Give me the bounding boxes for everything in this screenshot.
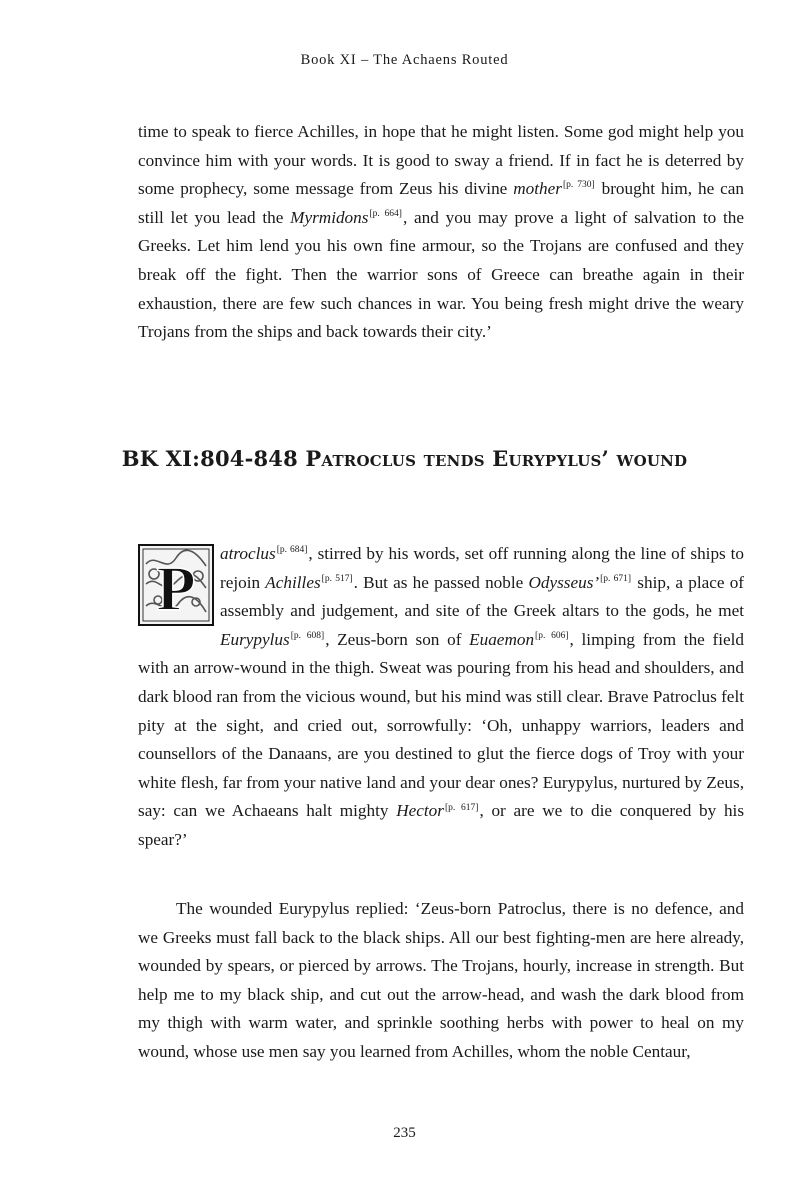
term-euaemon[interactable]: Euaemon	[469, 629, 535, 649]
page-ref-euaemon[interactable]: [p. 606]	[535, 631, 569, 642]
paragraph-continued	[138, 118, 744, 347]
page-number: 235	[393, 1125, 416, 1141]
section-heading: BK XI:804-848 Patroclus tends Eurypylus’ wound	[121, 446, 688, 471]
page-ref-achilles[interactable]: [p. 517]	[321, 573, 353, 584]
term-achilles[interactable]: Achilles	[265, 572, 321, 592]
term-patroclus[interactable]: atroclus	[220, 544, 276, 563]
term-hector[interactable]: Hector	[396, 801, 444, 821]
term-eurypylus[interactable]: Eurypylus	[220, 629, 290, 649]
para2-text-4: , Zeus-born son of	[325, 629, 470, 649]
para1-text-2: brought him, he can still let you lead the	[138, 179, 744, 227]
para2-text-5: , limping from the field with an arrow-wound in the thigh. Sweat was pouring from his head and shoulders, and dark blood ran from the vicious wound, but his mind was still clear. Brave Patroclus felt pity at the sight, and cried out, sorrowfully: ‘Oh, unhappy warriors, leaders and counsellors of the Danaans, are you destined to glut the fierce dogs of Troy with your white flesh, far from your native land and your dear ones? Eurypylus, nurtured by Zeus, say: can we Achaeans halt mighty	[138, 629, 745, 821]
page-ref-odysseus[interactable]: [p. 671]	[600, 573, 632, 584]
decorative-dropcap-icon	[138, 544, 214, 626]
running-title: Book XI – The Achaens Routed	[300, 52, 509, 68]
svg-text:P: P	[156, 553, 196, 624]
para1-text-3: , and you may prove a light of salvation to the Greeks. Let him lend you his own fine armour, so the Trojans are confused and they break off the fight. Then the warrior sons of Greece can breathe again in their exhaustion, there are few such chances in war. You being fresh might drive the weary Trojans from the ships and back towards their city.’	[138, 207, 745, 342]
page-ref-mother[interactable]: [p. 730]	[562, 180, 595, 191]
para2-text-1: , stirred by his words, set off running along the line of ships to rejoin	[220, 544, 744, 592]
para2-text-2: . But as he passed noble	[353, 572, 529, 592]
para2-text-3: ship, a place of assembly and judgement, and site of the Greek altars to the gods, he met	[220, 572, 745, 621]
term-mother[interactable]: mother	[513, 179, 562, 199]
paragraph-eurypylus-reply	[138, 895, 744, 1067]
page-ref-patroclus[interactable]: [p. 684]	[276, 545, 308, 556]
term-odysseus[interactable]: Odysseus’	[528, 572, 600, 592]
page-ref-hector[interactable]: [p. 617]	[444, 802, 479, 813]
term-myrmidons[interactable]: Myrmidons	[290, 207, 369, 227]
para2-text-6: , or are we to die conquered by his spear?’	[138, 801, 745, 849]
page-ref-eurypylus[interactable]: [p. 608]	[290, 631, 325, 642]
para3-text: The wounded Eurypylus replied: ‘Zeus-born Patroclus, there is no defence, and we Greeks must fall back to the black ships. All our best fighting-men are here already, wounded by spears, or pierced by arrows. The Trojans, hourly, increase in strength. But help me to my black ship, and cut out the arrow-head, and wash the dark blood from my thigh with warm water, and sprinkle soothing herbs with power to heal on my wound, whose use men say you learned from Achilles, whom the noble Centaur,	[138, 899, 744, 1061]
para1-text-1: time to speak to fierce Achilles, in hope that he might listen. Some god might help you convince him with your words. It is good to sway a friend. If in fact he is deterred by some prophecy, some message from Zeus his divine	[138, 122, 744, 199]
paragraph-patroclus	[138, 540, 744, 855]
page-ref-myrmidons[interactable]: [p. 664]	[369, 209, 402, 220]
